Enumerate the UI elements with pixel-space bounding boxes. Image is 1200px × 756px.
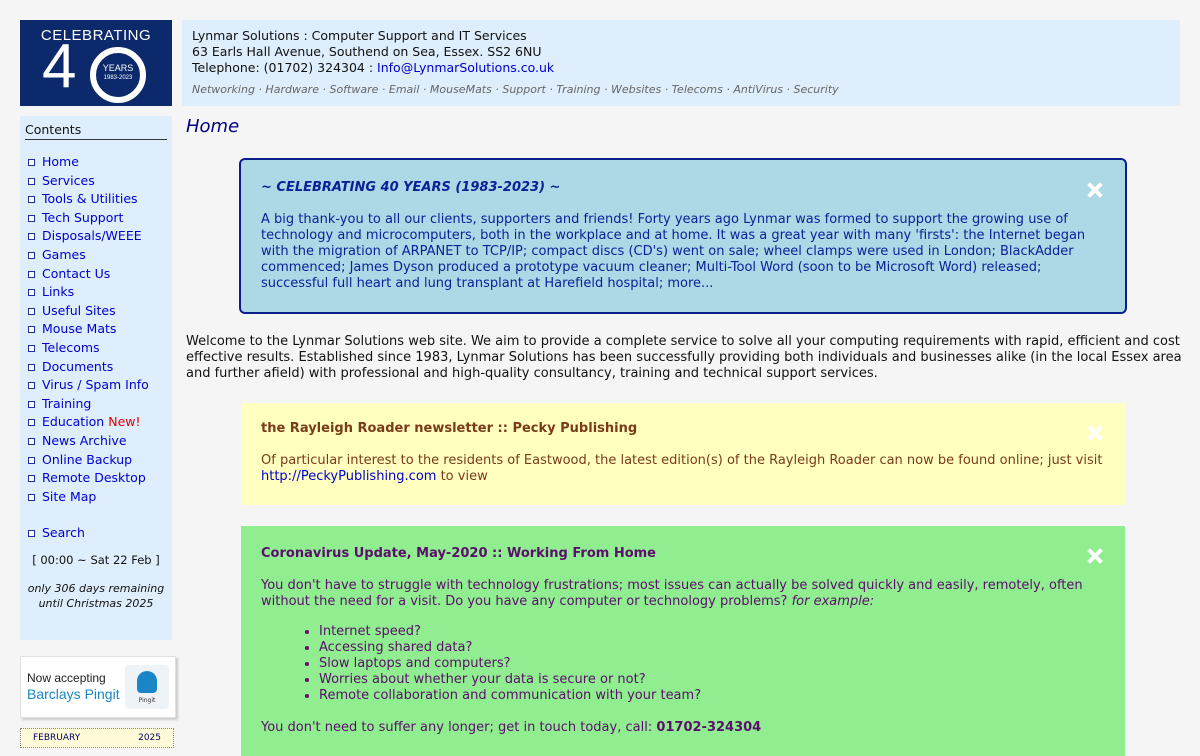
sidebar-link[interactable]: Education <box>42 414 105 430</box>
close-icon[interactable] <box>1087 425 1103 441</box>
christmas-countdown-line1: only 306 days remaining <box>27 581 165 595</box>
celebration-notice <box>239 158 1127 314</box>
sidebar-link[interactable]: Tools & Utilities <box>42 191 138 207</box>
covid-intro-text: You don't have to struggle with technology frustrations; most issues can actually be solved quickly and easily, remotely, often without the need for a visit. Do you have any computer or technology problems? <box>261 578 1083 609</box>
page-title: Home <box>186 116 240 137</box>
search-link[interactable]: Search <box>42 525 85 541</box>
covid-cta-text: You don't need to suffer any longer; get in touch today, call: <box>261 720 657 735</box>
sidebar-item-education[interactable] <box>25 413 167 432</box>
covid-call-to-action <box>261 720 1105 736</box>
celebration-text: A big thank-you to all our clients, supporters and friends! Forty years ago Lynmar was formed to support the growing use of technology and microcomputers, both in the workplace and at home. It was a great year with many 'firsts': the Internet began with the migration of ARPANET to TCP/IP; compact discs (CD's) went on sale; wheel clamps were used in London; BlackAdder commenced; James Dyson produced a prototype vacuum cleaner; Multi-Tool Word (soon to be Microsoft Word) released; successful full heart and lung transplant at Harefield hospital; <box>261 212 1086 291</box>
sidebar-link[interactable]: Online Backup <box>42 451 133 467</box>
sidebar <box>20 116 172 640</box>
sidebar-menu <box>25 153 167 506</box>
list-item: • Accessing shared data? <box>319 640 1105 656</box>
rayleigh-roader-notice <box>241 403 1125 505</box>
calendar-month: FEBRUARY <box>33 733 81 743</box>
date-time-clock: [ 00:00 ~ Sat 22 Feb ] <box>32 552 160 567</box>
sidebar-link[interactable]: Contact Us <box>42 265 111 281</box>
logo-four: 4 <box>42 32 77 101</box>
sidebar-item-search[interactable] <box>25 524 167 543</box>
list-item: • Internet speed? <box>319 624 1105 640</box>
roader-body <box>261 453 1105 485</box>
covid-intro-example: for example: <box>791 594 875 609</box>
company-address: 63 Earls Hall Avenue, Southend on Sea, Essex. SS2 6NU <box>192 44 542 59</box>
welcome-paragraph: Welcome to the Lynmar Solutions web site. We aim to provide a complete service to solve all your computing requirements with rapid, efficient and cost effective results. Established since 1983, Lynmar Solutions has been successfully providing both individuals and businesses alike (in the local Essex area and further afield) with professional and high-quality consultancy, training and technical support services. <box>186 334 1182 381</box>
sidebar-item-tools[interactable] <box>25 190 167 209</box>
telephone-text: Telephone: (01702) 324304 : <box>192 60 378 75</box>
sidebar-link[interactable]: Virus / Spam Info <box>42 377 149 393</box>
sidebar-link[interactable]: Remote Desktop <box>42 470 146 486</box>
new-badge: New! <box>108 414 141 430</box>
covid-title: Coronavirus Update, May-2020 :: Working From Home <box>261 546 656 561</box>
pingit-brand: Barclays Pingit <box>27 686 120 702</box>
logo-years <box>97 63 139 83</box>
close-icon[interactable] <box>1087 182 1103 198</box>
pingit-now-accepting: Now accepting <box>27 671 106 685</box>
sidebar-link[interactable]: Tech Support <box>42 209 124 225</box>
sidebar-link[interactable]: Documents <box>42 358 114 374</box>
sidebar-item-training[interactable] <box>25 395 167 414</box>
contents-title: Contents <box>25 122 167 140</box>
christmas-countdown <box>25 581 167 611</box>
covid-phone-number: 01702-324304 <box>656 720 762 735</box>
logo-years-label: YEARS <box>102 63 134 73</box>
sidebar-item-telecoms[interactable] <box>25 339 167 358</box>
more-link[interactable]: more... <box>667 276 714 291</box>
company-telephone <box>192 60 1170 76</box>
roader-text-end: to view <box>436 469 488 484</box>
sidebar-item-links[interactable] <box>25 283 167 302</box>
christmas-countdown-line2: until Christmas 2025 <box>38 596 154 610</box>
celebration-title: ~ CELEBRATING 40 YEARS (1983-2023) ~ <box>261 180 561 195</box>
celebrating-40-logo <box>20 20 172 106</box>
covid-bullet-list <box>299 624 1105 704</box>
sidebar-link[interactable]: Links <box>42 284 75 300</box>
email-link[interactable]: Info@LynmarSolutions.co.uk <box>377 60 555 75</box>
celebration-body <box>261 212 1105 292</box>
covid-intro <box>261 578 1105 610</box>
list-item: • Worries about whether your data is secure or not? <box>319 672 1105 688</box>
sidebar-item-site-map[interactable] <box>25 488 167 507</box>
roader-title: the Rayleigh Roader newsletter :: Pecky Publishing <box>261 421 638 436</box>
sidebar-link[interactable]: Home <box>42 154 79 169</box>
close-icon[interactable] <box>1087 548 1103 564</box>
sidebar-link[interactable]: Mouse Mats <box>42 321 117 337</box>
sidebar-item-mouse-mats[interactable] <box>25 320 167 339</box>
sidebar-item-home[interactable] <box>25 153 167 172</box>
barclays-pingit-banner[interactable] <box>20 656 176 718</box>
calendar-widget <box>20 728 174 748</box>
sidebar-item-remote-desktop[interactable] <box>25 469 167 488</box>
sidebar-item-online-backup[interactable] <box>25 451 167 470</box>
coronavirus-update-notice <box>241 526 1125 756</box>
company-name: Lynmar Solutions : Computer Support and IT Services <box>192 28 527 43</box>
pingit-app-icon <box>125 665 169 709</box>
sidebar-link[interactable]: Site Map <box>42 488 97 504</box>
pecky-publishing-link[interactable]: http://PeckyPublishing.com <box>261 469 437 484</box>
pingit-app-label: Pingit <box>138 697 156 704</box>
barclays-eagle-icon <box>137 671 157 693</box>
service-keywords: Networking · Hardware · Software · Email · MouseMats · Support · Training · Websites · Telecoms · AntiVirus · Security <box>192 83 839 96</box>
sidebar-item-useful-sites[interactable] <box>25 302 167 321</box>
sidebar-item-services[interactable] <box>25 172 167 191</box>
sidebar-item-disposals[interactable] <box>25 227 167 246</box>
sidebar-link[interactable]: Training <box>42 395 92 411</box>
sidebar-link[interactable]: Services <box>42 172 95 188</box>
sidebar-link[interactable]: Games <box>42 246 86 262</box>
calendar-year: 2025 <box>138 733 161 743</box>
list-item: • Slow laptops and computers? <box>319 656 1105 672</box>
sidebar-item-games[interactable] <box>25 246 167 265</box>
sidebar-item-contact[interactable] <box>25 265 167 284</box>
sidebar-item-virus-spam[interactable] <box>25 376 167 395</box>
sidebar-link[interactable]: News Archive <box>42 432 127 448</box>
sidebar-item-tech-support[interactable] <box>25 209 167 228</box>
sidebar-search-menu <box>25 524 167 543</box>
list-item: • Remote collaboration and communication with your team? <box>319 688 1105 704</box>
sidebar-link[interactable]: Telecoms <box>42 339 100 355</box>
roader-text: Of particular interest to the residents of Eastwood, the latest edition(s) of the Rayleigh Roader can now be found online; just visit <box>261 453 1103 468</box>
sidebar-item-news-archive[interactable] <box>25 432 167 451</box>
logo-years-range: 1983-2023 <box>103 75 133 81</box>
sidebar-item-documents[interactable] <box>25 358 167 377</box>
sidebar-link[interactable]: Useful Sites <box>42 302 116 318</box>
logo-celebrating-text: CELEBRATING <box>40 27 152 44</box>
site-header <box>182 20 1180 106</box>
sidebar-link[interactable]: Disposals/WEEE <box>42 228 142 244</box>
